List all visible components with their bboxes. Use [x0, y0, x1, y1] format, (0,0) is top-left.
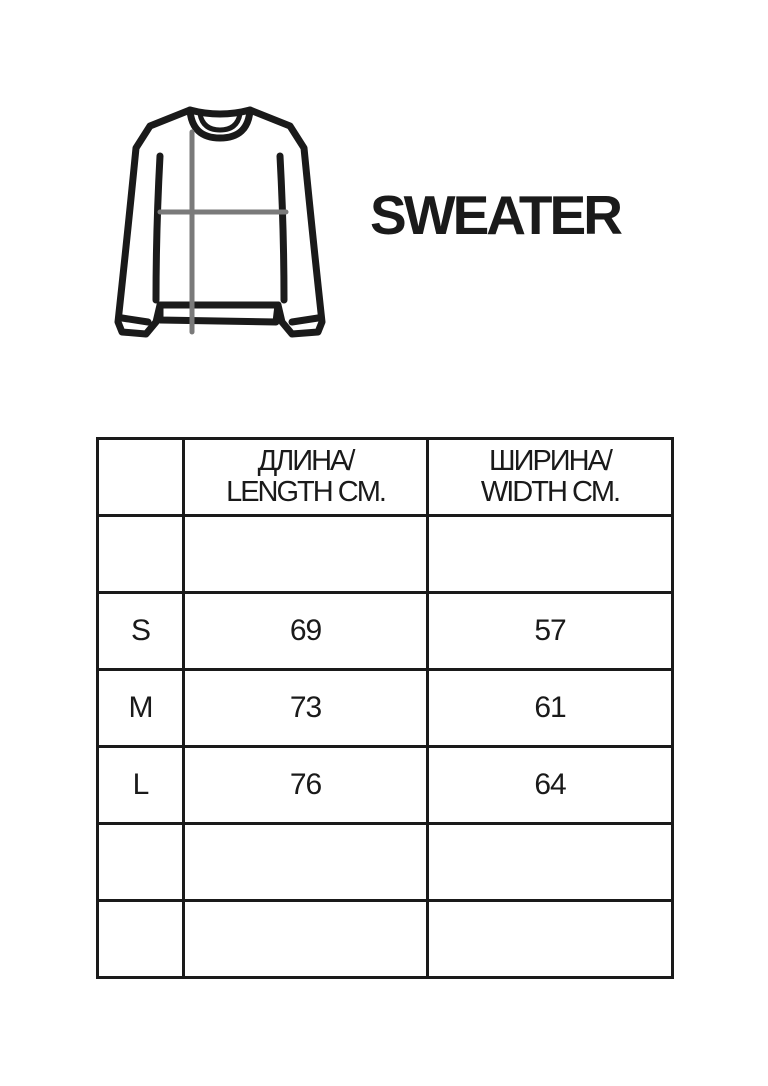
length-cell [184, 516, 428, 593]
size-cell [98, 901, 184, 978]
header-width-line1: ШИРИНА/ [489, 445, 611, 477]
header-length-cell [184, 439, 428, 516]
length-cell [184, 824, 428, 901]
size-cell: S [98, 593, 184, 670]
sweater-left-sleeve-seam [156, 156, 160, 300]
width-cell: 57 [428, 593, 673, 670]
length-cell: 73 [184, 670, 428, 747]
header-width-line2: WIDTH CM. [480, 476, 620, 508]
header-size-cell [98, 439, 184, 516]
length-cell: 69 [184, 593, 428, 670]
sweater-icon [108, 100, 340, 348]
table-row [98, 516, 673, 593]
page-title: SWEATER [370, 184, 620, 246]
width-cell [428, 824, 673, 901]
width-cell [428, 516, 673, 593]
size-cell: M [98, 670, 184, 747]
sweater-right-sleeve-seam [280, 156, 284, 300]
table-row [98, 824, 673, 901]
size-cell: L [98, 747, 184, 824]
table-header-row [98, 439, 673, 516]
width-cell [428, 901, 673, 978]
width-cell: 64 [428, 747, 673, 824]
header-length-line1: ДЛИНА/ [257, 445, 354, 477]
table-row [98, 593, 673, 670]
table-row [98, 747, 673, 824]
size-chart-table [96, 437, 674, 979]
length-cell: 76 [184, 747, 428, 824]
sweater-left-cuff [122, 318, 148, 322]
size-cell [98, 824, 184, 901]
table-row [98, 670, 673, 747]
length-cell [184, 901, 428, 978]
header-width-cell [428, 439, 673, 516]
sweater-body-outline [118, 110, 322, 334]
header-length-line2: LENGTH CM. [226, 476, 385, 508]
sweater-right-cuff [292, 318, 318, 322]
width-cell: 61 [428, 670, 673, 747]
size-cell [98, 516, 184, 593]
table-row [98, 901, 673, 978]
